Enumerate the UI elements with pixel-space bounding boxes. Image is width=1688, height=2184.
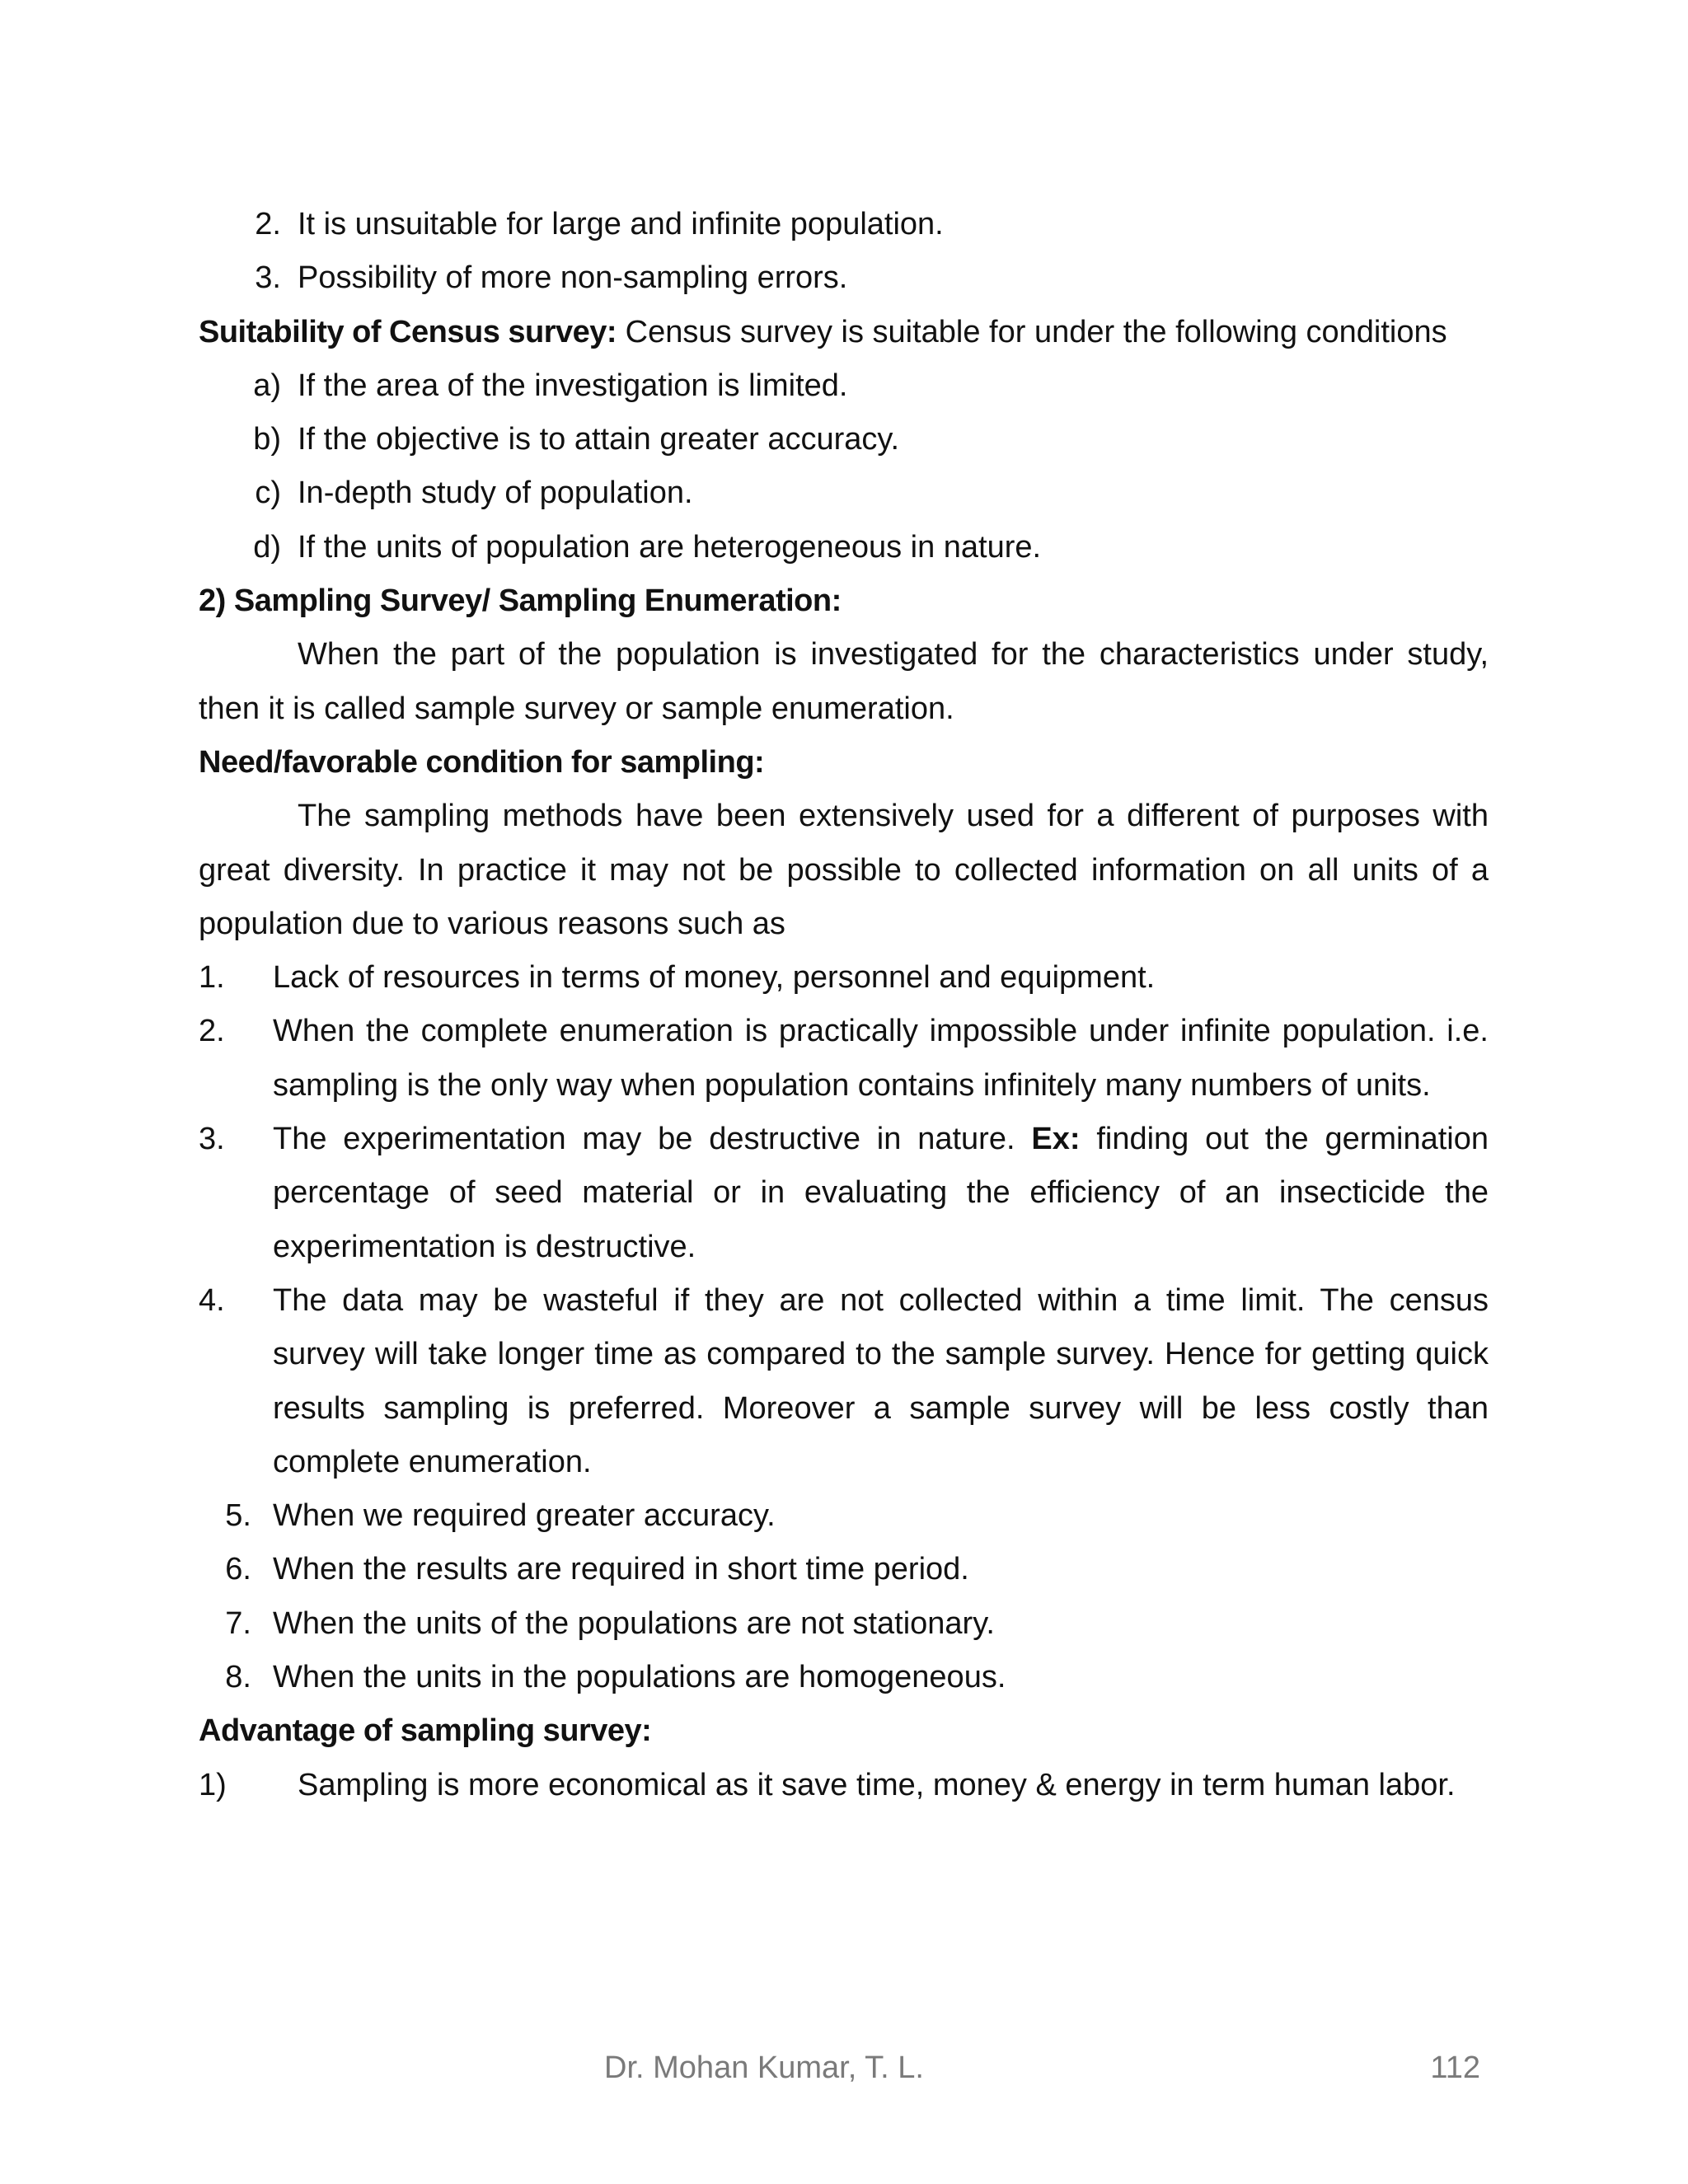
need-paragraph: The sampling methods have been extensively used for a different of purposes with great diversity. In practice it may not be possible to collected information on all units of a population due to various reasons such as [199, 799, 1489, 941]
sampling-survey-paragraph: When the part of the population is investigated for the characteristics under study, then it is called sample survey or sample enumeration. [199, 637, 1489, 726]
list-item-text: In-depth study of population. [298, 476, 693, 511]
list-marker: 1) [199, 1767, 227, 1802]
list-item-text: When the units in the populations are homogeneous. [273, 1660, 1006, 1695]
list-item [199, 1759, 1489, 1812]
suitability-heading: Suitability of Census survey: [199, 314, 617, 349]
list-item [199, 1651, 1489, 1704]
list-item-text: It is unsuitable for large and infinite population. [298, 207, 944, 241]
need-heading: Need/favorable condition for sampling: [199, 744, 765, 780]
list-item-text: If the objective is to attain greater accuracy. [298, 422, 900, 457]
list-marker: c) [255, 476, 281, 511]
disadvantages-list-continued [199, 198, 1489, 306]
list-marker: b) [253, 422, 281, 457]
list-marker: 7. [225, 1605, 251, 1641]
list-item-text: When we required greater accuracy. [273, 1498, 776, 1534]
suitability-text: Census survey is suitable for under the following conditions [617, 314, 1447, 349]
suitability-paragraph [199, 306, 1489, 359]
suitability-list [199, 359, 1489, 574]
list-marker: 2. [199, 1014, 225, 1049]
advantage-list [199, 1759, 1489, 1812]
list-item-text: Lack of resources in terms of money, personnel and equipment. [273, 960, 1156, 996]
list-item [199, 1543, 1489, 1596]
list-item-text-part: finding out the germination percentage of seed material or in evaluating the efficiency of an insecticide the experimentation is destructive. [273, 1122, 1489, 1264]
list-item [199, 951, 1489, 1005]
list-marker: 3. [199, 1122, 225, 1157]
list-item-text: If the units of population are heterogeneous in nature. [298, 529, 1042, 565]
list-marker: 2. [255, 207, 281, 241]
list-item [199, 1274, 1489, 1489]
list-marker: d) [253, 529, 281, 565]
list-item-text: When the complete enumeration is practically impossible under infinite population. i.e. sampling is the only way when population contains infinitely many numbers of units. [273, 1014, 1489, 1103]
list-marker: 4. [199, 1282, 225, 1318]
list-item-text: The data may be wasteful if they are not collected within a time limit. The census survey will take longer time as compared to the sample survey. Hence for getting quick results sampling is preferred. Moreover a sample survey will be less costly than complete enumeration. [273, 1282, 1489, 1479]
list-item [199, 251, 1489, 305]
example-label: Ex: [1031, 1122, 1081, 1157]
list-item [199, 521, 1489, 574]
list-marker: 3. [255, 260, 281, 296]
list-item [199, 1489, 1489, 1543]
sampling-survey-heading: 2) Sampling Survey/ Sampling Enumeration: [199, 583, 842, 619]
advantage-heading: Advantage of sampling survey: [199, 1713, 652, 1749]
list-item-text [273, 1122, 1489, 1264]
footer-author: Dr. Mohan Kumar, T. L. [604, 2050, 924, 2085]
list-item-text: When the units of the populations are not stationary. [273, 1605, 995, 1641]
list-marker: a) [253, 368, 281, 403]
list-marker: 5. [225, 1498, 251, 1534]
need-list [199, 951, 1489, 1704]
page-number: 112 [1430, 2050, 1480, 2085]
list-item [199, 1113, 1489, 1274]
list-item [199, 1005, 1489, 1113]
list-item [199, 413, 1489, 466]
list-marker: 6. [225, 1552, 251, 1587]
list-item-text: When the results are required in short time period. [273, 1552, 969, 1587]
list-item-text-part: The experimentation may be destructive in nature. [273, 1122, 1032, 1157]
page-footer [0, 2043, 1688, 2093]
page-content [199, 198, 1489, 1812]
list-marker: 1. [199, 960, 225, 996]
list-item [199, 466, 1489, 520]
list-item [199, 1597, 1489, 1651]
list-item-text: Sampling is more economical as it save time, money & energy in term human labor. [298, 1767, 1456, 1802]
list-item [199, 359, 1489, 413]
list-item-text: If the area of the investigation is limited. [298, 368, 848, 403]
list-marker: 8. [225, 1660, 251, 1695]
list-item-text: Possibility of more non-sampling errors. [298, 260, 848, 296]
list-item [199, 198, 1489, 251]
